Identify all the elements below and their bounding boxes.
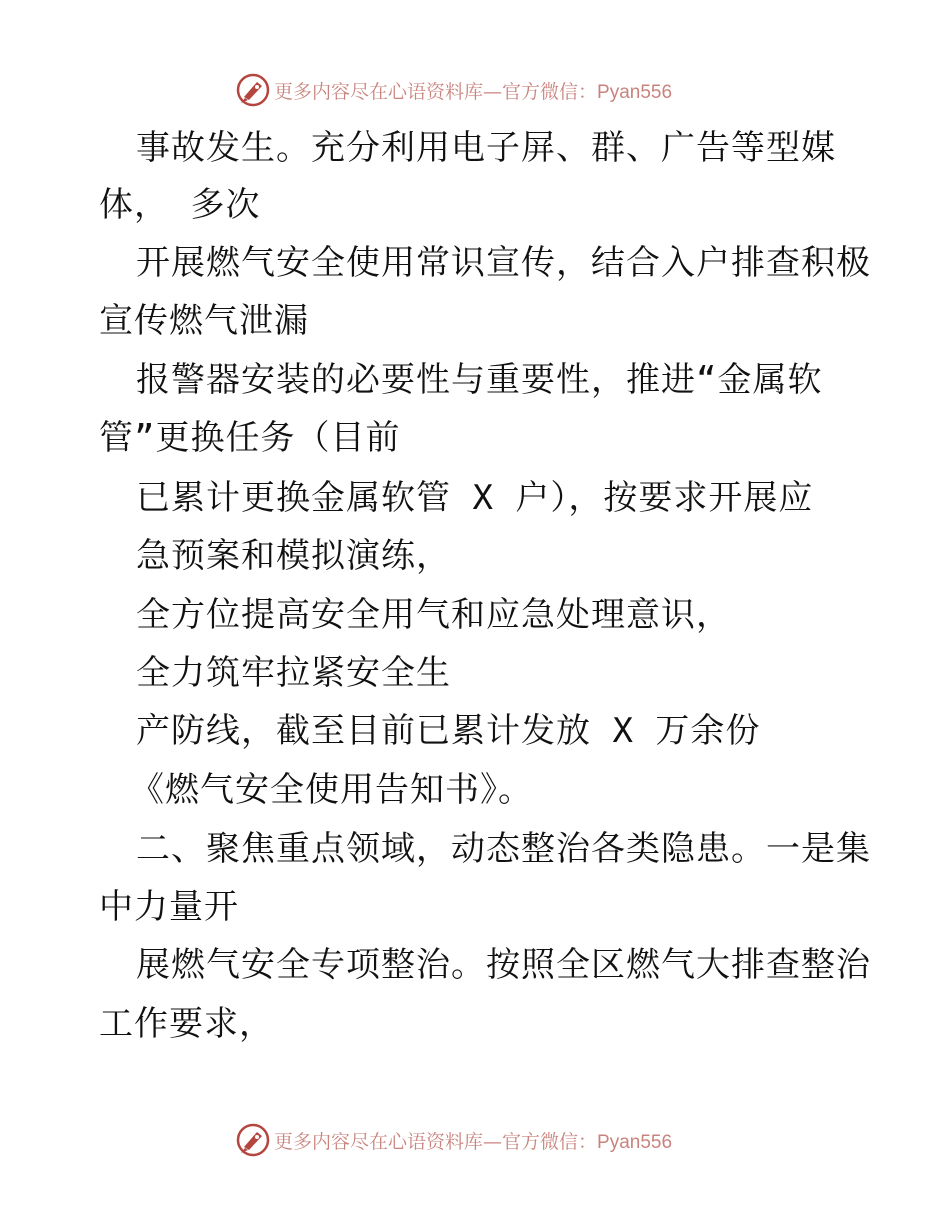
text-line: 体， 多次 (99, 185, 261, 225)
footer-watermark (236, 1122, 672, 1158)
text-line: 中力量开 (99, 887, 239, 927)
text-line: 已累计更换金属软管 X 户），按要求开展应 (136, 478, 814, 518)
text-line: 管”更换任务（目前 (99, 418, 401, 458)
text-line: 急预案和模拟演练， (136, 536, 451, 576)
pen-nib-logo-icon (236, 1123, 270, 1157)
text-line: 开展燃气安全使用常识宣传，结合入户排查积极 (136, 243, 871, 283)
pen-nib-logo-icon (236, 73, 270, 107)
watermark-text: 更多内容尽在心语资料库—官方微信：Pyan556 (274, 80, 673, 103)
header-watermark (236, 72, 672, 108)
text-line: 工作要求， (99, 1004, 274, 1044)
text-line: 事故发生。充分利用电子屏、群、广告等型媒 (136, 128, 836, 168)
text-line: 报警器安装的必要性与重要性，推进“金属软 (136, 360, 823, 400)
text-line: 展燃气安全专项整治。按照全区燃气大排查整治 (136, 945, 871, 985)
text-line: 全方位提高安全用气和应急处理意识， (136, 595, 731, 635)
text-line: 全力筑牢拉紧安全生 (136, 653, 451, 693)
text-line: 《燃气安全使用告知书》。 (130, 770, 533, 810)
text-line: 二、聚焦重点领域，动态整治各类隐患。一是集 (136, 829, 871, 869)
text-line: 产防线，截至目前已累计发放 X 万余份 (136, 711, 761, 751)
watermark-text: 更多内容尽在心语资料库—官方微信：Pyan556 (274, 1130, 673, 1153)
text-line: 宣传燃气泄漏 (99, 301, 309, 341)
